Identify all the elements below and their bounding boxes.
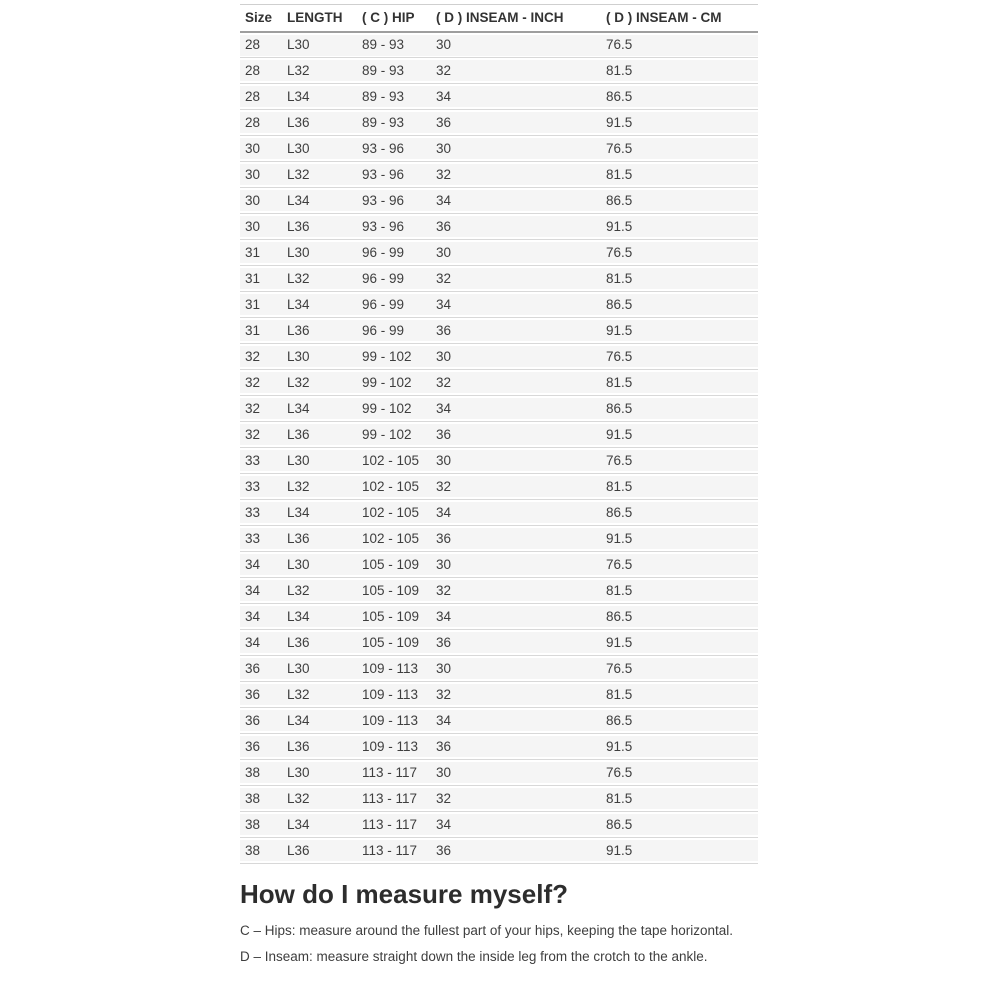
table-cell: 33 [240,500,282,526]
table-cell: 89 - 93 [357,58,431,84]
table-cell: 31 [240,266,282,292]
table-row [240,656,758,682]
table-cell: 38 [240,838,282,864]
table-cell: 86.5 [601,396,758,422]
table-cell: 31 [240,240,282,266]
table-cell: 91.5 [601,630,758,656]
table-cell: 91.5 [601,110,758,136]
table-row [240,708,758,734]
table-cell: 99 - 102 [357,344,431,370]
table-row [240,474,758,500]
table-cell: 102 - 105 [357,500,431,526]
table-cell: L30 [282,344,357,370]
table-cell: 86.5 [601,84,758,110]
table-cell: 36 [431,214,601,240]
table-cell: 34 [240,552,282,578]
table-cell: 91.5 [601,214,758,240]
table-cell: 81.5 [601,370,758,396]
table-cell: 113 - 117 [357,760,431,786]
table-cell: 36 [240,708,282,734]
table-cell: 28 [240,32,282,58]
table-row [240,630,758,656]
table-row [240,812,758,838]
table-cell: L36 [282,214,357,240]
table-cell: 34 [431,292,601,318]
table-row [240,682,758,708]
table-cell: 38 [240,760,282,786]
table-cell: 30 [431,344,601,370]
table-cell: 28 [240,58,282,84]
table-cell: L32 [282,370,357,396]
table-cell: 34 [431,812,601,838]
table-cell: 113 - 117 [357,812,431,838]
table-cell: 34 [431,708,601,734]
table-cell: 76.5 [601,32,758,58]
table-cell: L34 [282,396,357,422]
table-cell: L34 [282,292,357,318]
table-row [240,370,758,396]
table-cell: 99 - 102 [357,422,431,448]
table-cell: 99 - 102 [357,396,431,422]
table-cell: 36 [431,318,601,344]
column-header: ( C ) HIP [357,5,431,32]
table-cell: L30 [282,448,357,474]
column-header: ( D ) INSEAM - CM [601,5,758,32]
table-cell: 93 - 96 [357,214,431,240]
table-cell: 36 [431,734,601,760]
column-header: ( D ) INSEAM - INCH [431,5,601,32]
table-cell: 109 - 113 [357,682,431,708]
table-cell: 102 - 105 [357,474,431,500]
table-cell: 89 - 93 [357,84,431,110]
size-guide-content [240,4,758,970]
table-cell: 76.5 [601,552,758,578]
table-cell: 81.5 [601,474,758,500]
table-cell: L34 [282,188,357,214]
table-cell: 86.5 [601,812,758,838]
table-row [240,578,758,604]
table-cell: 86.5 [601,500,758,526]
table-cell: L30 [282,760,357,786]
table-cell: 28 [240,84,282,110]
table-cell: 96 - 99 [357,292,431,318]
table-cell: 76.5 [601,448,758,474]
table-row [240,552,758,578]
table-cell: L32 [282,266,357,292]
table-row [240,240,758,266]
table-cell: 36 [431,630,601,656]
table-cell: 81.5 [601,58,758,84]
table-cell: 32 [240,396,282,422]
table-cell: 99 - 102 [357,370,431,396]
table-cell: 81.5 [601,578,758,604]
table-cell: 91.5 [601,838,758,864]
table-cell: 76.5 [601,240,758,266]
table-cell: L36 [282,422,357,448]
table-cell: 30 [240,162,282,188]
table-cell: L34 [282,604,357,630]
table-row [240,500,758,526]
table-cell: 34 [240,604,282,630]
table-cell: L36 [282,318,357,344]
table-cell: 89 - 93 [357,110,431,136]
table-cell: 36 [240,656,282,682]
table-cell: 86.5 [601,188,758,214]
measure-line-hips: C – Hips: measure around the fullest part of your hips, keeping the tape horizontal. [240,923,734,938]
table-cell: 30 [431,240,601,266]
table-row [240,162,758,188]
table-cell: 105 - 109 [357,630,431,656]
table-cell: 36 [431,422,601,448]
table-cell: 32 [431,682,601,708]
table-cell: 36 [431,526,601,552]
table-cell: 30 [431,448,601,474]
table-cell: 30 [240,214,282,240]
table-cell: 34 [431,188,601,214]
table-cell: 34 [431,396,601,422]
table-cell: 105 - 109 [357,578,431,604]
table-cell: 91.5 [601,422,758,448]
table-cell: 76.5 [601,344,758,370]
table-cell: 34 [240,630,282,656]
table-row [240,188,758,214]
table-row [240,734,758,760]
table-cell: 109 - 113 [357,708,431,734]
measure-line-inseam: D – Inseam: measure straight down the inside leg from the crotch to the ankle. [240,949,708,964]
table-cell: L30 [282,240,357,266]
table-cell: 34 [240,578,282,604]
table-row [240,838,758,864]
table-cell: 96 - 99 [357,318,431,344]
table-cell: 91.5 [601,318,758,344]
table-cell: 33 [240,474,282,500]
size-chart-table [240,4,758,864]
column-header: LENGTH [282,5,357,32]
table-cell: 81.5 [601,682,758,708]
table-cell: L34 [282,84,357,110]
table-cell: L32 [282,682,357,708]
table-cell: 30 [431,32,601,58]
table-row [240,58,758,84]
table-cell: L30 [282,32,357,58]
table-cell: 32 [240,422,282,448]
table-body [240,32,758,864]
table-cell: 102 - 105 [357,526,431,552]
table-cell: 86.5 [601,708,758,734]
table-cell: L36 [282,526,357,552]
table-cell: 36 [431,838,601,864]
table-cell: 30 [431,656,601,682]
table-row [240,266,758,292]
table-cell: 31 [240,318,282,344]
table-cell: L30 [282,136,357,162]
table-cell: L30 [282,656,357,682]
table-row [240,136,758,162]
table-cell: 32 [431,474,601,500]
table-cell: 91.5 [601,526,758,552]
table-row [240,32,758,58]
table-cell: 38 [240,786,282,812]
table-cell: 32 [240,344,282,370]
table-row [240,396,758,422]
table-cell: 76.5 [601,136,758,162]
table-cell: L36 [282,734,357,760]
table-cell: L32 [282,162,357,188]
table-cell: L32 [282,786,357,812]
table-row [240,604,758,630]
table-row [240,292,758,318]
table-cell: 32 [431,162,601,188]
table-cell: L36 [282,838,357,864]
table-row [240,344,758,370]
table-cell: 30 [240,136,282,162]
table-cell: 30 [431,552,601,578]
table-row [240,448,758,474]
table-cell: 36 [240,734,282,760]
table-cell: 96 - 99 [357,266,431,292]
table-cell: 33 [240,448,282,474]
table-cell: 109 - 113 [357,734,431,760]
table-cell: 32 [431,58,601,84]
table-cell: 109 - 113 [357,656,431,682]
table-cell: 105 - 109 [357,604,431,630]
table-cell: 76.5 [601,656,758,682]
table-cell: L36 [282,630,357,656]
table-cell: 105 - 109 [357,552,431,578]
table-cell: 81.5 [601,786,758,812]
table-cell: L32 [282,578,357,604]
table-row [240,318,758,344]
table-cell: 31 [240,292,282,318]
table-cell: 36 [431,110,601,136]
table-cell: L34 [282,812,357,838]
table-cell: 28 [240,110,282,136]
table-cell: 96 - 99 [357,240,431,266]
table-cell: 30 [431,136,601,162]
table-cell: L30 [282,552,357,578]
table-cell: 76.5 [601,760,758,786]
table-cell: L36 [282,110,357,136]
table-cell: 33 [240,526,282,552]
table-cell: 113 - 117 [357,786,431,812]
table-cell: 93 - 96 [357,188,431,214]
table-cell: 32 [431,370,601,396]
table-row [240,84,758,110]
table-row [240,110,758,136]
table-row [240,422,758,448]
table-cell: 32 [431,266,601,292]
table-cell: 81.5 [601,162,758,188]
table-cell: 30 [431,760,601,786]
table-cell: 32 [431,786,601,812]
table-row [240,526,758,552]
table-head [240,5,758,32]
table-cell: 34 [431,604,601,630]
table-cell: L32 [282,474,357,500]
table-cell: 32 [431,578,601,604]
table-cell: 93 - 96 [357,162,431,188]
table-cell: L34 [282,708,357,734]
table-header-row [240,5,758,32]
table-cell: 102 - 105 [357,448,431,474]
table-row [240,786,758,812]
table-cell: 86.5 [601,292,758,318]
table-cell: 36 [240,682,282,708]
table-cell: 30 [240,188,282,214]
table-cell: L34 [282,500,357,526]
table-cell: 91.5 [601,734,758,760]
table-cell: L32 [282,58,357,84]
table-cell: 89 - 93 [357,32,431,58]
table-row [240,214,758,240]
measure-heading: How do I measure myself? [240,879,568,909]
table-cell: 86.5 [601,604,758,630]
table-cell: 93 - 96 [357,136,431,162]
table-cell: 32 [240,370,282,396]
table-cell: 113 - 117 [357,838,431,864]
table-cell: 34 [431,84,601,110]
table-row [240,760,758,786]
table-cell: 34 [431,500,601,526]
table-cell: 81.5 [601,266,758,292]
column-header: Size [240,5,282,32]
table-cell: 38 [240,812,282,838]
